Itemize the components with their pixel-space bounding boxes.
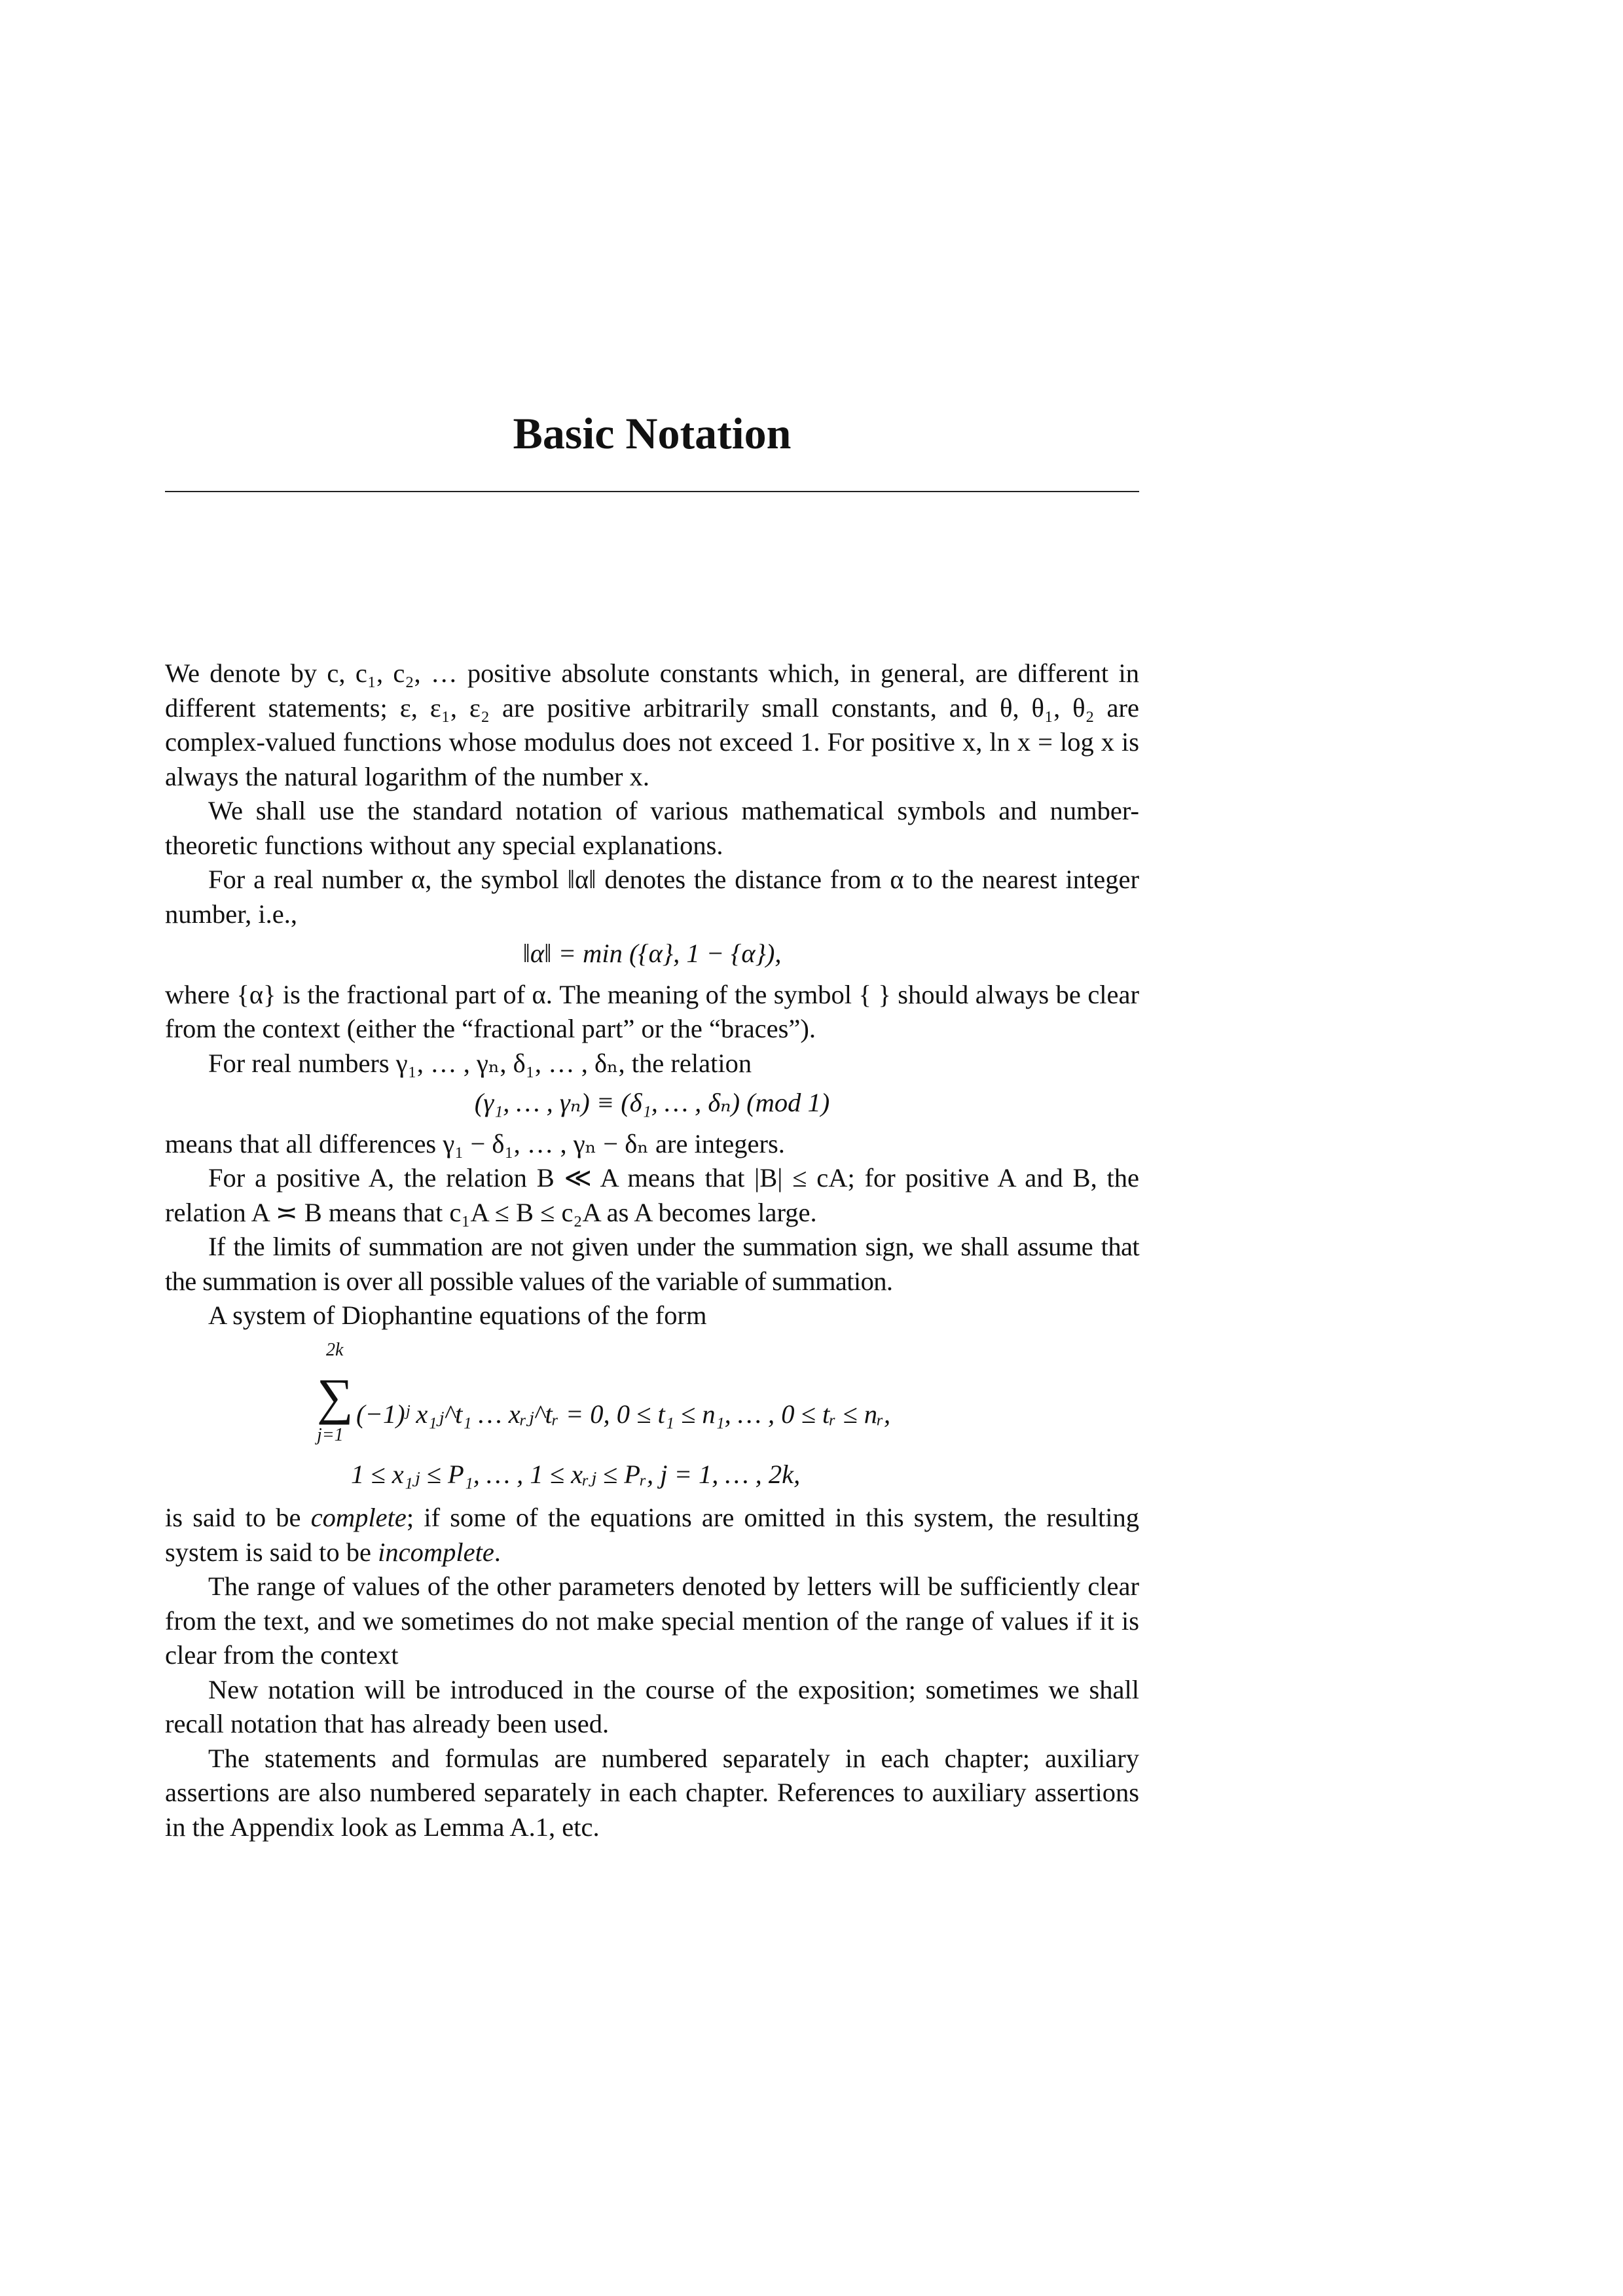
paragraph-distance: For a real number α, the symbol ‖α‖ denotes the distance from α to the nearest integer number, i.e., xyxy=(165,865,1139,929)
term-complete: complete xyxy=(310,1503,407,1532)
sum-upper-limit: 2k xyxy=(326,1339,344,1360)
title-rule xyxy=(165,491,1139,492)
paragraph-differences: means that all differences γ₁ − δ₁, … , γₙ − δₙ are integers. xyxy=(165,1128,785,1158)
equation-system-line-2: 1 ≤ x₁ⱼ ≤ P₁, … , 1 ≤ xᵣⱼ ≤ Pᵣ, j = 1, … , 2k, xyxy=(351,1459,801,1489)
complete-text-b: ; if some of the equations are omitted in this system, the resulting system is said to be xyxy=(165,1503,1139,1567)
paragraph-relations: For a positive A, the relation B ≪ A means that |B| ≤ cA; for positive A and B, the relation A ≍ B means that c₁A ≤ B ≤ c₂A as A becomes large. xyxy=(165,1163,1139,1227)
paragraph-real-numbers: For real numbers γ₁, … , γₙ, δ₁, … , δₙ, the relation xyxy=(208,1048,752,1078)
paragraph-summation: If the limits of summation are not given under the summation sign, we shall assume that the summation is over all possible values of the variable of summation. xyxy=(165,1232,1139,1296)
equation-system-line-1: (−1)ʲ x₁ⱼ^t₁ … xᵣⱼ^tᵣ = 0, 0 ≤ t₁ ≤ n₁, … , 0 ≤ tᵣ ≤ nᵣ, xyxy=(356,1399,891,1429)
paragraph-numbering: The statements and formulas are numbered separately in each chapter; auxiliary assertions are also numbered separately in each chapter. References to auxiliary assertions in the Appendix look as Lemma A.1, etc. xyxy=(165,1743,1139,1842)
paragraph-constants: We denote by c, c₁, c₂, … positive absolute constants which, in general, are different in different statements; ε, ε₁, ε₂ are positive arbitrarily small constants, and θ, θ₁, θ₂ are complex-valued functions whose modulus does not exceed 1. For positive x, ln x = log x is always the natural logarithm of the number x. xyxy=(165,658,1139,791)
equation-system xyxy=(165,1337,1139,1455)
complete-text-a: is said to be xyxy=(165,1503,311,1532)
page-title: Basic Notation xyxy=(513,408,792,458)
paragraph-new-notation: New notation will be introduced in the course of the exposition; sometimes we shall recall notation that has already been used. xyxy=(165,1674,1139,1738)
equation-distance: ‖α‖ = min ({α}, 1 − {α}), xyxy=(522,939,782,968)
paragraph-fractional-part: where {α} is the fractional part of α. The meaning of the symbol { } should always be clear from the context (either the “fractional part” or the “braces”). xyxy=(165,979,1139,1043)
term-incomplete: incomplete xyxy=(378,1537,494,1567)
complete-text-c: . xyxy=(494,1537,501,1567)
paragraph-complete xyxy=(165,1501,1139,1570)
sum-lower-limit: j=1 xyxy=(317,1424,344,1445)
paragraph-standard-notation: We shall use the standard notation of various mathematical symbols and number-theoretic functions without any special explanations. xyxy=(165,796,1139,860)
paragraph-range: The range of values of the other parameters denoted by letters will be sufficiently clear from the text, and we sometimes do not make special mention of the range of values if it is clear from the context xyxy=(165,1571,1139,1670)
body-text xyxy=(165,656,1139,1844)
sum-sign: ∑ xyxy=(317,1367,354,1425)
equation-congruence: (γ₁, … , γₙ) ≡ (δ₁, … , δₙ) (mod 1) xyxy=(474,1088,830,1117)
paragraph-diophantine: A system of Diophantine equations of the form xyxy=(208,1300,707,1330)
